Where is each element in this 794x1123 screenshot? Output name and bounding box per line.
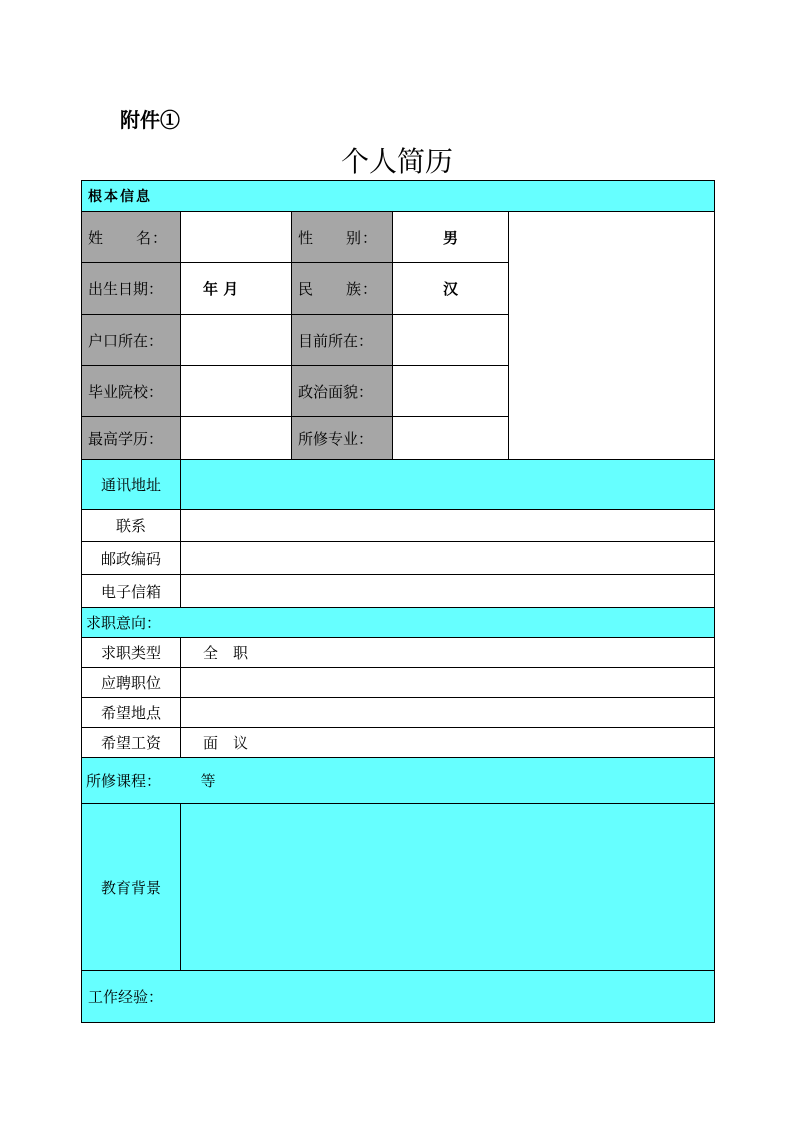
education-background-field[interactable] <box>181 804 715 971</box>
ethnicity-field[interactable]: 汉 <box>393 263 509 315</box>
document-title: 个人简历 <box>340 145 453 178</box>
desired-salary-field[interactable]: 面 议 <box>181 728 715 758</box>
desired-location-label: 希望地点 <box>82 698 181 728</box>
job-type-field[interactable]: 全 职 <box>181 638 715 668</box>
gender-field[interactable]: 男 <box>393 212 509 263</box>
highest-education-field[interactable] <box>181 417 292 460</box>
major-label: 所修专业： <box>292 417 393 460</box>
school-label: 毕业院校： <box>82 366 181 417</box>
email-field[interactable] <box>181 575 715 608</box>
hukou-label: 户口所在： <box>82 315 181 366</box>
ethnicity-label: 民 族： <box>292 263 393 315</box>
photo-area <box>509 212 715 460</box>
current-location-field[interactable] <box>393 315 509 366</box>
job-type-label: 求职类型 <box>82 638 181 668</box>
courses-label: 所修课程： <box>86 772 162 790</box>
address-field[interactable] <box>181 460 715 510</box>
courses-row <box>82 758 715 804</box>
address-label: 通讯地址 <box>82 460 181 510</box>
email-label: 电子信箱 <box>82 575 181 608</box>
position-field[interactable] <box>181 668 715 698</box>
school-field[interactable] <box>181 366 292 417</box>
current-location-label: 目前所在： <box>292 315 393 366</box>
birth-date-field[interactable]: 年 月 <box>181 263 292 315</box>
gender-label: 性 别： <box>292 212 393 263</box>
desired-salary-label: 希望工资 <box>82 728 181 758</box>
hukou-field[interactable] <box>181 315 292 366</box>
political-status-label: 政治面貌： <box>292 366 393 417</box>
resume-table <box>81 180 715 1023</box>
highest-education-label: 最高学历： <box>82 417 181 460</box>
education-background-label: 教育背景 <box>82 804 181 971</box>
postal-code-field[interactable] <box>181 542 715 575</box>
basic-info-section-header: 根本信息 <box>82 181 715 212</box>
name-field[interactable] <box>181 212 292 263</box>
phone-label: 联系 <box>82 510 181 542</box>
name-label: 姓 名： <box>82 212 181 263</box>
major-field[interactable] <box>393 417 509 460</box>
work-experience-label: 工作经验： <box>82 971 715 1023</box>
job-intention-section-header: 求职意向： <box>82 608 715 638</box>
courses-value[interactable]: 等 <box>200 772 216 790</box>
position-label: 应聘职位 <box>82 668 181 698</box>
birth-date-label: 出生日期： <box>82 263 181 315</box>
postal-code-label: 邮政编码 <box>82 542 181 575</box>
attachment-label: 附件① <box>120 108 180 132</box>
political-status-field[interactable] <box>393 366 509 417</box>
phone-field[interactable] <box>181 510 715 542</box>
desired-location-field[interactable] <box>181 698 715 728</box>
